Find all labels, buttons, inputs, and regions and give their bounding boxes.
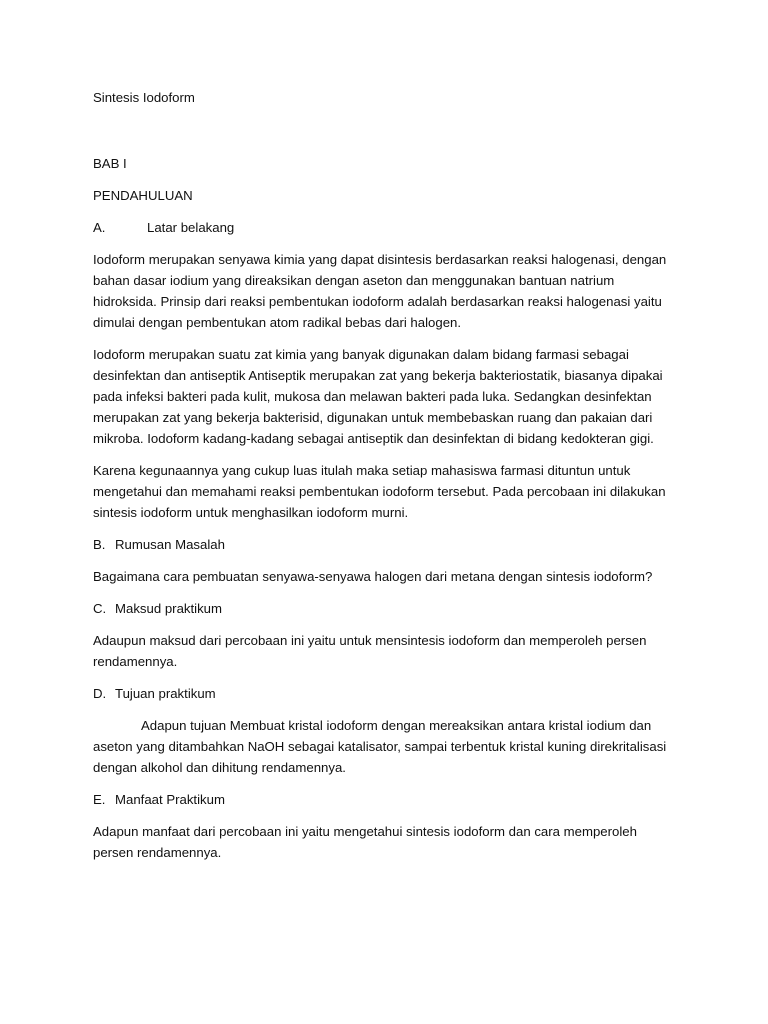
- chapter-number: BAB I: [93, 156, 127, 171]
- paragraph: Iodoform merupakan suatu zat kimia yang banyak digunakan dalam bidang farmasi sebagai desinfektan dan antiseptik Antiseptik merupakan zat yang bekerja bakteriostatik, biasanya dipakai pada infeksi bakteri pada kulit, mukosa dan melawan bakteri pada luka. Sedangkan desinfektan merupakan zat yang bekerja bakterisid, digunakan untuk membebaskan ruang dan pakaian dari mikroba. Iodoform kadang-kadang sebagai antiseptik dan desinfektan di bidang kedokteran gigi.: [93, 347, 663, 446]
- paragraph: Adaupun maksud dari percobaan ini yaitu untuk mensintesis iodoform dan memperoleh persen rendamennya.: [93, 633, 647, 669]
- section-heading-text: Manfaat Praktikum: [115, 792, 225, 807]
- section-heading-text: Maksud praktikum: [115, 601, 223, 616]
- section-heading-c: [93, 598, 680, 619]
- paragraph: Iodoform merupakan senyawa kimia yang dapat disintesis berdasarkan reaksi halogenasi, dengan bahan dasar iodium yang direaksikan dengan aseton dan menggunakan bantuan natrium hidroksida. Prinsip dari reaksi pembentukan iodoform adalah berdasarkan reaksi halogenasi yaitu dimulai dengan pembentukan atom radikal bebas dari halogen.: [93, 252, 667, 330]
- section-heading-text: Latar belakang: [147, 220, 235, 235]
- section-heading-text: Tujuan praktikum: [115, 686, 216, 701]
- section-heading-a: [93, 217, 680, 238]
- chapter-title: PENDAHULUAN: [93, 188, 193, 203]
- section-heading-text: Rumusan Masalah: [115, 537, 225, 552]
- section-heading-b: [93, 534, 680, 555]
- section-heading-d: [93, 683, 680, 704]
- section-number: A.: [93, 220, 106, 235]
- paragraph: Bagaimana cara pembuatan senyawa-senyawa halogen dari metana dengan sintesis iodoform?: [93, 569, 653, 584]
- section-number: C.: [93, 601, 107, 616]
- paragraph: Adapun tujuan Membuat kristal iodoform dengan mereaksikan antara kristal iodium dan aseton yang ditambahkan NaOH sebagai katalisator, sampai terbentuk kristal kuning direkritalisasi dengan alkohol dan dihitung rendamennya.: [93, 718, 667, 775]
- section-heading-e: [93, 789, 680, 810]
- section-number: D.: [93, 686, 107, 701]
- section-number: E.: [93, 792, 106, 807]
- section-number: B.: [93, 537, 106, 552]
- paragraph: Adapun manfaat dari percobaan ini yaitu mengetahui sintesis iodoform dan cara memperoleh persen rendamennya.: [93, 824, 637, 860]
- document-title: Sintesis Iodoform: [93, 90, 195, 105]
- paragraph: Karena kegunaannya yang cukup luas itulah maka setiap mahasiswa farmasi dituntun untuk mengetahui dan memahami reaksi pembentukan iodoform tersebut. Pada percobaan ini dilakukan sintesis iodoform untuk menghasilkan iodoform murni.: [93, 463, 666, 520]
